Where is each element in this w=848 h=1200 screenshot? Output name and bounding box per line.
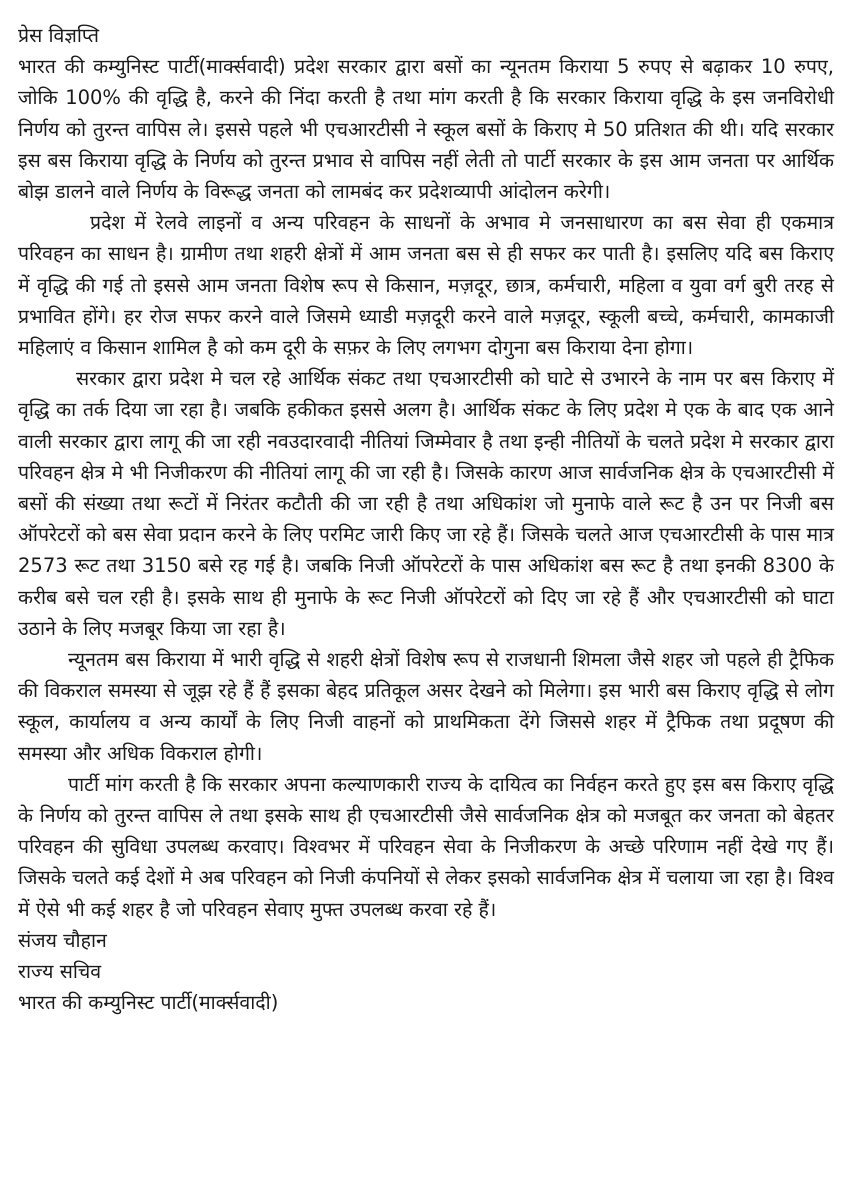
paragraph-party-demand: पार्टी मांग करती है कि सरकार अपना कल्याणकारी राज्य के दायित्व का निर्वहन करते हुए इस बस किराए वृद्धि के निर्णय को तुरन्त वापिस ले तथा इसके साथ ही एचआरटीसी जैसे सार्वजनिक क्षेत्र को मजबूत कर जनता को बेहतर परिवहन की सुविधा उपलब्ध करवाए। विश्वभर में परिवहन सेवा के निजीकरण के अच्छे परिणाम नहीं देखे गए हैं। जिसके चलते कई देशों मे अब परिवहन को निजी कंपनियों से लेकर इसको सार्वजनिक क्षेत्र में चलाया जा रहा है। विश्व में ऐसे भी कई शहर है जो परिवहन सेवाए मुफ्त उपलब्ध करवा रहे हैं। [18, 772, 835, 921]
paragraph-economic-crisis: सरकार द्वारा प्रदेश मे चल रहे आर्थिक संकट तथा एचआरटीसी को घाटे से उभारने के नाम पर बस किराए में वृद्धि का तर्क दिया जा रहा है। जबकि हकीकत इससे अलग है। आर्थिक संकट के लिए प्रदेश मे एक के बाद एक आने वाली सरकार द्वारा लागू की जा रही नवउदारवादी नीतियां जिम्मेवार है तथा इन्ही नीतियों के चलते प्रदेश मे सरकार द्वारा परिवहन क्षेत्र मे भी निजीकरण की नीतियां लागू की जा रही है। जिसके कारण आज सार्वजनिक क्षेत्र के एचआरटीसी में बसों की संख्या तथा रूटों में निरंतर कटौती की जा रही है तथा अधिकांश जो मुनाफे वाले रूट है उन पर निजी बस ऑपरेटरों को बस सेवा प्रदान करने के लिए परमिट जारी किए जा रहे हैं। जिसके चलते आज एचआरटीसी के पास मात्र 2573 रूट तथा 3150 बसे रह गई है। जबकि निजी ऑपरेटरों के पास अधिकांश बस रूट है तथा इनकी 8300 के करीब बसे चल रही है। इसके साथ ही मुनाफे के रूट निजी ऑपरेटरों को दिए जा रहे हैं और एचआरटीसी को घाटा उठाने के लिए मजबूर किया जा रहा है। [18, 367, 834, 640]
paragraph-intro: भारत की कम्युनिस्ट पार्टी(मार्क्सवादी) प्रदेश सरकार द्वारा बसों का न्यूनतम किराया 5 रुपए से बढ़ाकर 10 रुपए, जोकि 100% की वृद्धि है, करने की निंदा करती है तथा मांग करती है कि सरकार किराया वृद्धि के इस जनविरोधी निर्णय को तुरन्त वापिस ले। इससे पहले भी एचआरटीसी ने स्कूल बसों के किराए मे 50 प्रतिशत की थी। यदि सरकार इस बस किराया वृद्धि के निर्णय को तुरन्त प्रभाव से वापिस नहीं लेती तो पार्टी सरकार के इस आम जनता पर आर्थिक बोझ डालने वाले निर्णय के विरूद्ध जनता को लामबंद कर प्रदेशव्यापी आंदोलन करेगी। [18, 55, 834, 204]
paragraph-transport-dependence: प्रदेश में रेलवे लाइनों व अन्य परिवहन के साधनों के अभाव मे जनसाधारण का बस सेवा ही एकमात्र परिवहन का साधन है। ग्रामीण तथा शहरी क्षेत्रों में आम जनता बस से ही सफर कर पाती है। इसलिए यदि बस किराए में वृद्धि की गई तो इससे आम जनता विशेष रूप से किसान, मज़दूर, छात्र, कर्मचारी, महिला व युवा वर्ग बुरी तरह से प्रभावित होंगे। हर रोज सफर करने वाले जिसमे ध्याडी मज़दूरी करने वाले मज़दूर, स्कूली बच्चे, कर्मचारी, कामकाजी महिलाएं व किसान शामिल है को कम दूरी के सफ़र के लिए लगभग दोगुना बस किराया देना होगा। [18, 211, 834, 360]
signatory-name: संजय चौहान [18, 928, 107, 952]
paragraph-urban-impact: न्यूनतम बस किराया में भारी वृद्धि से शहरी क्षेत्रों विशेष रूप से राजधानी शिमला जैसे शहर जो पहले ही ट्रैफिक की विकराल समस्या से जूझ रहे हैं हैं इसका बेहद प्रतिकूल असर देखने को मिलेगा। इस भारी बस किराए वृद्धि से लोग स्कूल, कार्यालय व अन्य कार्यों के लिए निजी वाहनों को प्राथमिकता देंगे जिससे शहर में ट्रैफिक तथा प्रदूषण की समस्या और अधिक विकराल होगी। [18, 648, 834, 765]
signatory-organization: भारत की कम्युनिस्ट पार्टी(मार्क्सवादी) [18, 991, 279, 1015]
signatory-designation: राज्य सचिव [18, 960, 102, 984]
document-heading: प्रेस विज्ञप्ति [18, 24, 100, 47]
